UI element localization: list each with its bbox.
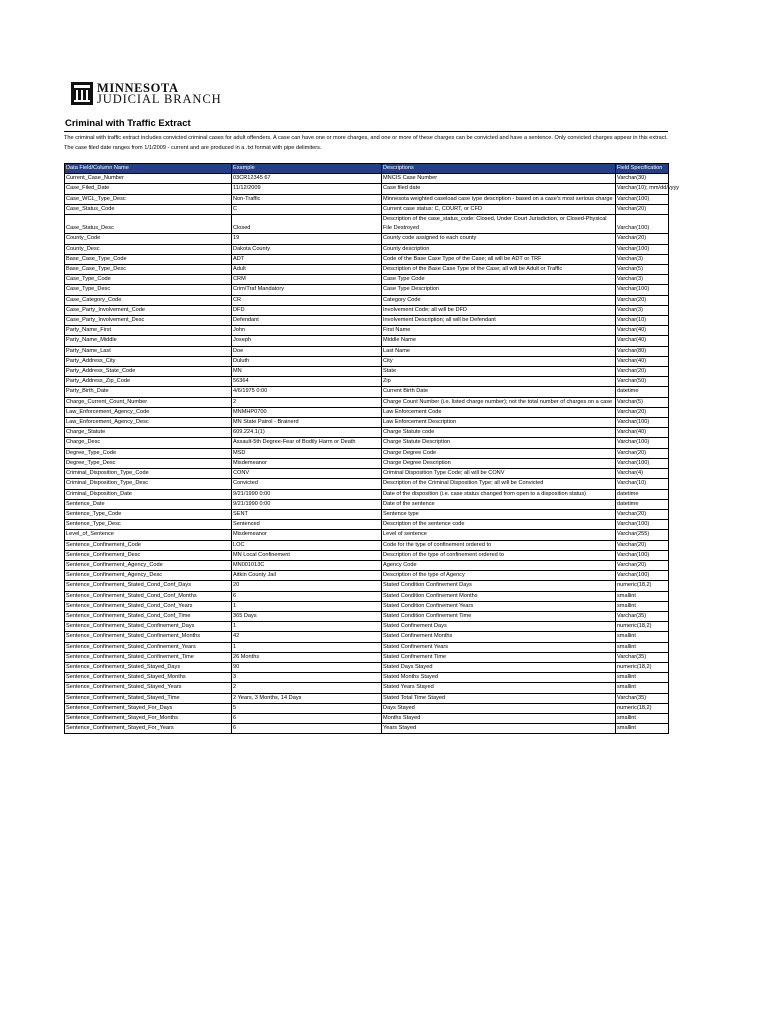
description-cell: Stated Confinement Days (382, 622, 616, 632)
specification-cell: smallint (616, 683, 669, 693)
example-cell: 2 Years, 3 Months, 14 Days (232, 693, 382, 703)
table-row (65, 693, 669, 703)
example-cell: 26 Months (232, 652, 382, 662)
logo-line-2: JUDICIAL BRANCH (97, 91, 222, 106)
example-cell: Doe (232, 346, 382, 356)
specification-cell: Varchar(20) (616, 295, 669, 305)
description-cell: Law Enforcement Code (382, 407, 616, 417)
description-cell: Middle Name (382, 336, 616, 346)
field-name-cell: Sentence_Confinement_Stated_Stayed_Years (65, 683, 232, 693)
table-row (65, 418, 669, 428)
field-name-cell: Sentence_Confinement_Stated_Confinement_Time (65, 652, 232, 662)
table-row (65, 611, 669, 621)
field-name-cell: Case_WCL_Type_Desc (65, 194, 232, 204)
table-row (65, 336, 669, 346)
specification-cell: Varchar(20) (616, 204, 669, 214)
example-cell: Non-Traffic (232, 194, 382, 204)
field-name-cell: County_Code (65, 234, 232, 244)
table-row (65, 234, 669, 244)
description-cell: Involvement Description; all will be Defendant (382, 316, 616, 326)
field-name-cell: Law_Enforcement_Agency_Desc (65, 418, 232, 428)
table-row (65, 560, 669, 570)
field-name-cell: Sentence_Confinement_Stated_Confinement_Months (65, 632, 232, 642)
description-cell: First Name (382, 326, 616, 336)
example-cell: John (232, 326, 382, 336)
table-row (65, 428, 669, 438)
description-cell: Date of the disposition (i.e. case status changed from open to a disposition status) (382, 489, 616, 499)
field-name-cell: Sentence_Confinement_Stayed_For_Years (65, 724, 232, 734)
table-row (65, 703, 669, 713)
example-cell: 19 (232, 234, 382, 244)
table-row (65, 509, 669, 519)
example-cell: 1 (232, 601, 382, 611)
specification-cell: Varchar(100) (616, 215, 669, 234)
example-cell: DFD (232, 305, 382, 315)
data-field-table (64, 163, 680, 734)
description-cell: Sentence type (382, 509, 616, 519)
description-cell: Days Stayed (382, 703, 616, 713)
description-cell: Description of the type of Agency (382, 571, 616, 581)
example-cell: CR (232, 295, 382, 305)
table-row (65, 458, 669, 468)
specification-cell: Varchar(40) (616, 428, 669, 438)
table-row (65, 591, 669, 601)
field-name-cell: County_Desc (65, 244, 232, 254)
field-name-cell: Sentence_Confinement_Stated_Stayed_Months (65, 673, 232, 683)
description-cell: Category Code (382, 295, 616, 305)
specification-cell: Varchar(100) (616, 438, 669, 448)
description-cell: Stated Confinement Months (382, 632, 616, 642)
description-cell: Last Name (382, 346, 616, 356)
field-name-cell: Case_Party_Involvement_Code (65, 305, 232, 315)
table-row (65, 438, 669, 448)
example-cell: Convicted (232, 479, 382, 489)
field-name-cell: Level_of_Sentence (65, 530, 232, 540)
field-name-cell: Case_Status_Desc (65, 215, 232, 234)
example-cell: 1 (232, 642, 382, 652)
description-cell: Description of the sentence code (382, 520, 616, 530)
specification-cell: Varchar(3) (616, 305, 669, 315)
specification-cell: Varchar(40) (616, 336, 669, 346)
field-name-cell: Sentence_Confinement_Agency_Desc (65, 571, 232, 581)
page-title: Criminal with Traffic Extract (65, 118, 191, 129)
description-cell: Description of the Criminal Disposition Type; all will be Convicted (382, 479, 616, 489)
specification-cell: smallint (616, 724, 669, 734)
specification-cell: Varchar(100) (616, 520, 669, 530)
example-cell: 6 (232, 591, 382, 601)
field-name-cell: Sentence_Confinement_Stated_Stayed_Time (65, 693, 232, 703)
table-row (65, 254, 669, 264)
table-row (65, 683, 669, 693)
table-row (65, 662, 669, 672)
table-row (65, 295, 669, 305)
field-name-cell: Sentence_Type_Code (65, 509, 232, 519)
table-row (65, 673, 669, 683)
field-name-cell: Criminal_Disposition_Type_Code (65, 469, 232, 479)
table-row (65, 215, 669, 234)
specification-cell: Varchar(20) (616, 367, 669, 377)
specification-cell: smallint (616, 642, 669, 652)
example-cell: CRM (232, 275, 382, 285)
specification-cell: smallint (616, 601, 669, 611)
example-cell: 42 (232, 632, 382, 642)
description-cell: Charge Statute code (382, 428, 616, 438)
example-cell: Crim/Traf Mandatory (232, 285, 382, 295)
table-row (65, 520, 669, 530)
example-cell: LOC (232, 540, 382, 550)
table-row (65, 316, 669, 326)
field-name-cell: Current_Case_Number (65, 174, 232, 184)
specification-cell: Varchar(100) (616, 244, 669, 254)
field-name-cell: Charge_Current_Count_Number (65, 397, 232, 407)
specification-cell: Varchar(30) (616, 174, 669, 184)
specification-cell: Varchar(40) (616, 326, 669, 336)
field-name-cell: Degree_Type_Desc (65, 458, 232, 468)
description-cell: Criminal Disposition Type Code; all will be CONV (382, 469, 616, 479)
example-cell: Misdemeanor (232, 530, 382, 540)
description-cell: Code for the type of confinement ordered to (382, 540, 616, 550)
table-row (65, 724, 669, 734)
table-row (65, 540, 669, 550)
header-cell: Field Specification (616, 164, 669, 174)
description-cell: MNCIS Case Number (382, 174, 616, 184)
specification-cell: Varchar(10) (616, 479, 669, 489)
description-cell: Stated Days Stayed (382, 662, 616, 672)
example-cell: MN State Patrol - Brainerd (232, 418, 382, 428)
field-name-cell: Sentence_Confinement_Desc (65, 550, 232, 560)
example-cell: Dakota County (232, 244, 382, 254)
field-name-cell: Base_Case_Type_Code (65, 254, 232, 264)
table-row (65, 550, 669, 560)
description-cell: Minnesota weighted caseload case type description - based on a case's most serious charge (382, 194, 616, 204)
field-name-cell: Sentence_Confinement_Stated_Confinement_Years (65, 642, 232, 652)
description-cell: City (382, 356, 616, 366)
description-cell: Stated Condition Confinement Days (382, 581, 616, 591)
field-name-cell: Criminal_Disposition_Date (65, 489, 232, 499)
description-cell: Stated Months Stayed (382, 673, 616, 683)
specification-cell: Varchar(10); mm/dd/yyyy (616, 184, 669, 194)
table-row (65, 642, 669, 652)
example-cell: 11/12/2009 (232, 184, 382, 194)
example-cell: MN001013C (232, 560, 382, 570)
description-cell: Stated Condition Confinement Time (382, 611, 616, 621)
description-cell: Involvement Code; all will be DFD (382, 305, 616, 315)
example-cell: Closed (232, 215, 382, 234)
specification-cell: Varchar(20) (616, 234, 669, 244)
field-name-cell: Party_Address_City (65, 356, 232, 366)
field-name-cell: Party_Birth_Date (65, 387, 232, 397)
table-row (65, 397, 669, 407)
field-name-cell: Sentence_Confinement_Stated_Cond_Conf_Time (65, 611, 232, 621)
specification-cell: numeric(18,2) (616, 622, 669, 632)
table-row (65, 244, 669, 254)
field-name-cell: Case_Status_Code (65, 204, 232, 214)
specification-cell: Varchar(10) (616, 316, 669, 326)
description-cell: Description of the case_status_code: Closed, Under Court Jurisdiction, or Closed-Physical File Destroyed (382, 215, 616, 234)
table-header-row (65, 164, 669, 174)
table-row (65, 571, 669, 581)
field-name-cell: Sentence_Date (65, 499, 232, 509)
header-cell: Descriptions (382, 164, 616, 174)
example-cell: Duluth (232, 356, 382, 366)
specification-cell: smallint (616, 632, 669, 642)
header-cell: Example (232, 164, 382, 174)
example-cell: MN (232, 367, 382, 377)
specification-cell: Varchar(35) (616, 611, 669, 621)
description-cell: Months Stayed (382, 713, 616, 723)
example-cell: 6 (232, 713, 382, 723)
table-row (65, 265, 669, 275)
table-row (65, 275, 669, 285)
table-row (65, 479, 669, 489)
description-cell: Law Enforcement Description (382, 418, 616, 428)
table-row (65, 469, 669, 479)
specification-cell: Varchar(100) (616, 550, 669, 560)
description-cell: Code of the Base Case Type of the Case; all will be ADT or TRF (382, 254, 616, 264)
judicial-branch-logo (71, 82, 222, 105)
example-cell: Joseph (232, 336, 382, 346)
field-name-cell: Sentence_Confinement_Stated_Stayed_Days (65, 662, 232, 672)
header-cell: Data Field/Column Name (65, 164, 232, 174)
specification-cell: Varchar(20) (616, 560, 669, 570)
table-row (65, 581, 669, 591)
specification-cell: Varchar(20) (616, 509, 669, 519)
field-name-cell: Case_Filed_Date (65, 184, 232, 194)
field-name-cell: Case_Type_Desc (65, 285, 232, 295)
specification-cell: Varchar(100) (616, 418, 669, 428)
table-row (65, 632, 669, 642)
field-name-cell: Sentence_Type_Desc (65, 520, 232, 530)
example-cell: 03CR12345 67 (232, 174, 382, 184)
table-row (65, 305, 669, 315)
example-cell: Misdemeanor (232, 458, 382, 468)
specification-cell: Varchar(255) (616, 530, 669, 540)
specification-cell: Varchar(100) (616, 194, 669, 204)
example-cell: 2 (232, 397, 382, 407)
specification-cell: Varchar(40) (616, 356, 669, 366)
example-cell: MNMHP0700 (232, 407, 382, 417)
example-cell: 3 (232, 673, 382, 683)
table-row (65, 652, 669, 662)
table-row (65, 346, 669, 356)
table-row (65, 377, 669, 387)
field-name-cell: Case_Party_Involvement_Desc (65, 316, 232, 326)
example-cell: 2 (232, 683, 382, 693)
table-row (65, 367, 669, 377)
example-cell: Assault-5th Degree-Fear of Bodily Harm or Death (232, 438, 382, 448)
example-cell: 365 Days (232, 611, 382, 621)
description-cell: Case Type Code (382, 275, 616, 285)
example-cell: 609.224.1(1) (232, 428, 382, 438)
field-name-cell: Party_Address_Zip_Code (65, 377, 232, 387)
example-cell: 20 (232, 581, 382, 591)
table-row (65, 387, 669, 397)
field-name-cell: Sentence_Confinement_Stayed_For_Days (65, 703, 232, 713)
field-name-cell: Base_Case_Type_Desc (65, 265, 232, 275)
field-name-cell: Sentence_Confinement_Stated_Cond_Conf_Years (65, 601, 232, 611)
field-name-cell: Charge_Statute (65, 428, 232, 438)
description-cell: Charge Count Number (i.e. listed charge number); not the total number of charges on a case (382, 397, 616, 407)
courthouse-icon (71, 82, 93, 105)
example-cell: SENT (232, 509, 382, 519)
table-row (65, 326, 669, 336)
example-cell: 1 (232, 622, 382, 632)
description-cell: Case Type Description (382, 285, 616, 295)
example-cell: 90 (232, 662, 382, 672)
table-row (65, 184, 669, 194)
field-name-cell: Sentence_Confinement_Stated_Cond_Conf_Days (65, 581, 232, 591)
table-row (65, 285, 669, 295)
description-cell: Stated Confinement Years (382, 642, 616, 652)
description-cell: Zip (382, 377, 616, 387)
specification-cell: Varchar(100) (616, 571, 669, 581)
table-row (65, 499, 669, 509)
specification-cell: Varchar(100) (616, 285, 669, 295)
specification-cell: datetime (616, 499, 669, 509)
table-row (65, 448, 669, 458)
specification-cell: numeric(18,2) (616, 703, 669, 713)
extract-description: The criminal with traffic extract includes convicted criminal cases for adult offenders. A case can have one or more charges, and one or more of these charges can be convicted and have a sentence. Only convicted charges appear in this extract. The case filed date ranges from 1/1/2009 - current and are produced in a .txt format with pipe delimiters. (64, 131, 668, 153)
description-cell: Current Birth Date (382, 387, 616, 397)
specification-cell: Varchar(35) (616, 652, 669, 662)
description-cell: Case filed date (382, 184, 616, 194)
field-name-cell: Criminal_Disposition_Type_Desc (65, 479, 232, 489)
field-name-cell: Party_Name_First (65, 326, 232, 336)
table-body (65, 174, 680, 734)
example-cell: C (232, 204, 382, 214)
description-cell: Level of sentence (382, 530, 616, 540)
field-name-cell: Sentence_Confinement_Stated_Cond_Conf_Months (65, 591, 232, 601)
specification-cell: Varchar(80) (616, 346, 669, 356)
description-cell: County code assigned to each county (382, 234, 616, 244)
field-name-cell: Sentence_Confinement_Agency_Code (65, 560, 232, 570)
specification-cell: Varchar(100) (616, 458, 669, 468)
description-cell: Stated Condition Confinement Months (382, 591, 616, 601)
description-cell: Stated Condition Confinement Years (382, 601, 616, 611)
description-cell: Stated Total Time Stayed (382, 693, 616, 703)
table-row (65, 204, 669, 214)
description-cell: Agency Code (382, 560, 616, 570)
description-cell: Date of the sentence (382, 499, 616, 509)
specification-cell: Varchar(4) (616, 469, 669, 479)
example-cell: MSD (232, 448, 382, 458)
example-cell: Aitkin County Jail (232, 571, 382, 581)
description-cell: Stated Years Stayed (382, 683, 616, 693)
field-name-cell: Law_Enforcement_Agency_Code (65, 407, 232, 417)
description-cell: Description of the Base Case Type of the Case; all will be Adult or Traffic (382, 265, 616, 275)
description-cell: Charge Degree Code (382, 448, 616, 458)
logo-line-1: MINNESOTA (97, 80, 179, 95)
example-cell: 5 (232, 703, 382, 713)
table-row (65, 356, 669, 366)
specification-cell: Varchar(3) (616, 275, 669, 285)
example-cell: 56364 (232, 377, 382, 387)
specification-cell: datetime (616, 489, 669, 499)
specification-cell: Varchar(35) (616, 693, 669, 703)
example-cell: CONV (232, 469, 382, 479)
example-cell: MN Local Confinement (232, 550, 382, 560)
table-row (65, 530, 669, 540)
table-row (65, 601, 669, 611)
specification-cell: Varchar(5) (616, 397, 669, 407)
specification-cell: datetime (616, 387, 669, 397)
field-name-cell: Degree_Type_Code (65, 448, 232, 458)
example-cell: 9/21/1990 0:00 (232, 499, 382, 509)
table-row (65, 194, 669, 204)
example-cell: 4/6/1975 0:00 (232, 387, 382, 397)
example-cell: 6 (232, 724, 382, 734)
logo-text (97, 80, 222, 106)
example-cell: Adult (232, 265, 382, 275)
description-cell: State (382, 367, 616, 377)
field-name-cell: Party_Address_State_Code (65, 367, 232, 377)
field-name-cell: Sentence_Confinement_Stayed_For_Months (65, 713, 232, 723)
field-name-cell: Sentence_Confinement_Stated_Confinement_Days (65, 622, 232, 632)
description-cell: Current case status: C, COURT, or CFD (382, 204, 616, 214)
field-name-cell: Party_Name_Middle (65, 336, 232, 346)
example-cell: Sentenced (232, 520, 382, 530)
description-cell: County description (382, 244, 616, 254)
field-name-cell: Case_Type_Code (65, 275, 232, 285)
description-cell: Charge Degree Description (382, 458, 616, 468)
specification-cell: Varchar(20) (616, 448, 669, 458)
table-row (65, 489, 669, 499)
description-cell: Description of the type of confinement ordered to (382, 550, 616, 560)
specification-cell: smallint (616, 673, 669, 683)
specification-cell: Varchar(20) (616, 540, 669, 550)
specification-cell: smallint (616, 591, 669, 601)
example-cell: ADT (232, 254, 382, 264)
field-name-cell: Party_Name_Last (65, 346, 232, 356)
table-row (65, 407, 669, 417)
specification-cell: Varchar(20) (616, 407, 669, 417)
table-row (65, 174, 669, 184)
description-cell: Charge Statute Description (382, 438, 616, 448)
field-name-cell: Charge_Desc (65, 438, 232, 448)
specification-cell: numeric(18,2) (616, 581, 669, 591)
specification-cell: smallint (616, 713, 669, 723)
specification-cell: numeric(18,2) (616, 662, 669, 672)
description-cell: Stated Confinement Time (382, 652, 616, 662)
table-row (65, 622, 669, 632)
specification-cell: Varchar(5) (616, 265, 669, 275)
field-name-cell: Sentence_Confinement_Code (65, 540, 232, 550)
table-row (65, 713, 669, 723)
specification-cell: Varchar(3) (616, 254, 669, 264)
example-cell: Defendant (232, 316, 382, 326)
description-cell: Years Stayed (382, 724, 616, 734)
field-name-cell: Case_Category_Code (65, 295, 232, 305)
example-cell: 9/21/1990 0:00 (232, 489, 382, 499)
specification-cell: Varchar(50) (616, 377, 669, 387)
